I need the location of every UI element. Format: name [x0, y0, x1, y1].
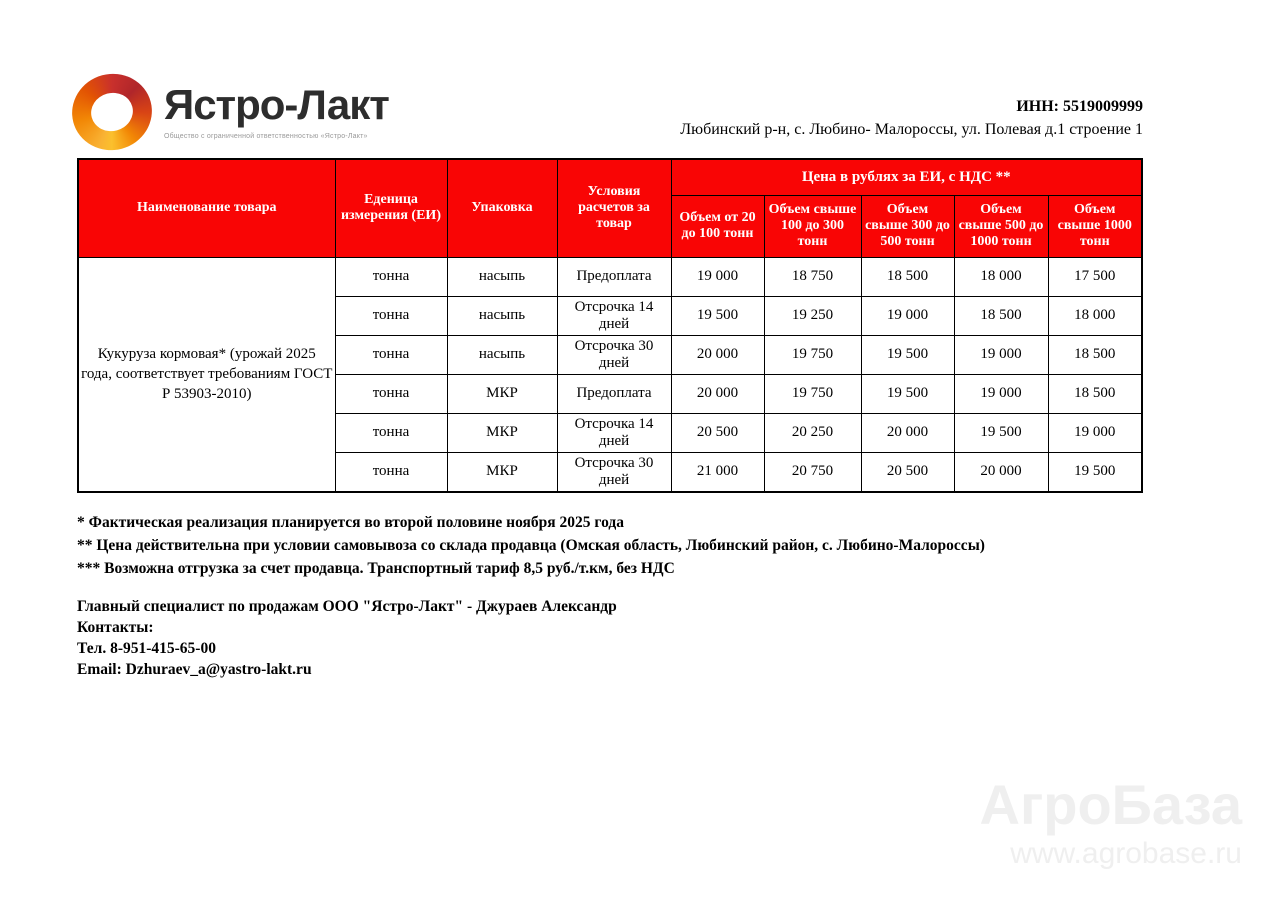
- price-cell: 18 000: [954, 257, 1048, 296]
- payment-terms-cell: Отсрочка 30 дней: [557, 452, 671, 492]
- logo-swirl-icon: [64, 65, 161, 159]
- contacts-block: [77, 596, 617, 680]
- table-row: [78, 257, 1142, 296]
- price-cell: 18 500: [1048, 335, 1142, 374]
- price-cell: 19 500: [861, 374, 954, 413]
- price-table: [77, 158, 1143, 493]
- col-header-product: Наименование товара: [78, 159, 335, 257]
- price-cell: 19 500: [954, 413, 1048, 452]
- brand-name: Ястро-Лакт: [164, 81, 389, 128]
- payment-terms-cell: Отсрочка 14 дней: [557, 296, 671, 335]
- price-cell: 19 500: [671, 296, 764, 335]
- col-header-packaging: Упаковка: [447, 159, 557, 257]
- col-header-volume-300-500: Объем свыше 300 до 500 тонн: [861, 195, 954, 257]
- price-cell: 18 500: [954, 296, 1048, 335]
- payment-terms-cell: Отсрочка 14 дней: [557, 413, 671, 452]
- brand-block: [164, 74, 389, 140]
- col-header-volume-100-300: Объем свыше 100 до 300 тонн: [764, 195, 861, 257]
- address-line: Любинский р-н, с. Любино- Малороссы, ул. Полевая д.1 строение 1: [680, 121, 1143, 138]
- packaging-cell: насыпь: [447, 296, 557, 335]
- col-header-volume-20-100: Объем от 20 до 100 тонн: [671, 195, 764, 257]
- price-cell: 20 500: [861, 452, 954, 492]
- payment-terms-cell: Отсрочка 30 дней: [557, 335, 671, 374]
- footnote-realization: * Фактическая реализация планируется во второй половине ноября 2025 года: [77, 514, 624, 531]
- payment-terms-cell: Предоплата: [557, 257, 671, 296]
- packaging-cell: насыпь: [447, 257, 557, 296]
- col-header-price-group: Цена в рублях за ЕИ, с НДС **: [671, 159, 1142, 195]
- col-header-volume-1000: Объем свыше 1000 тонн: [1048, 195, 1142, 257]
- phone-line: Тел. 8-951-415-65-00: [77, 640, 216, 657]
- footnote-pickup-terms: ** Цена действительна при условии самовывоза со склада продавца (Омская область, Любинский район, с. Любино-Малороссы): [77, 537, 985, 554]
- price-cell: 18 750: [764, 257, 861, 296]
- contacts-label: Контакты:: [77, 619, 154, 636]
- watermark-title: АгроБаза: [979, 773, 1242, 836]
- packaging-cell: насыпь: [447, 335, 557, 374]
- price-cell: 19 000: [671, 257, 764, 296]
- price-cell: 20 000: [861, 413, 954, 452]
- price-cell: 20 500: [671, 413, 764, 452]
- price-cell: 20 750: [764, 452, 861, 492]
- price-cell: 20 000: [671, 335, 764, 374]
- agrobase-watermark: [979, 773, 1243, 870]
- price-cell: 18 500: [861, 257, 954, 296]
- payment-terms-cell: Предоплата: [557, 374, 671, 413]
- unit-cell: тонна: [335, 452, 447, 492]
- price-cell: 19 750: [764, 374, 861, 413]
- price-cell: 19 000: [861, 296, 954, 335]
- col-header-payment-terms: Условия расчетов за товар: [557, 159, 671, 257]
- price-cell: 19 500: [861, 335, 954, 374]
- unit-cell: тонна: [335, 257, 447, 296]
- price-cell: 19 000: [954, 335, 1048, 374]
- inn-line: ИНН: 5519009999: [1016, 98, 1143, 115]
- table-header-row-top: [78, 159, 1142, 195]
- price-cell: 19 250: [764, 296, 861, 335]
- price-cell: 18 000: [1048, 296, 1142, 335]
- email-line: Email: Dzhuraev_a@yastro-lakt.ru: [77, 661, 312, 678]
- price-cell: 19 000: [954, 374, 1048, 413]
- price-cell: 17 500: [1048, 257, 1142, 296]
- unit-cell: тонна: [335, 374, 447, 413]
- col-header-volume-500-1000: Объем свыше 500 до 1000 тонн: [954, 195, 1048, 257]
- brand-subtitle: Общество с ограниченной ответственностью «Ястро-Лакт»: [164, 133, 368, 140]
- unit-cell: тонна: [335, 413, 447, 452]
- price-cell: 19 750: [764, 335, 861, 374]
- company-requisites: [680, 95, 1143, 141]
- watermark-url: www.agrobase.ru: [1010, 836, 1242, 870]
- packaging-cell: МКР: [447, 452, 557, 492]
- price-cell: 21 000: [671, 452, 764, 492]
- unit-cell: тонна: [335, 335, 447, 374]
- product-name-cell: Кукуруза кормовая* (урожай 2025 года, соответствует требованиям ГОСТ Р 53903-2010): [78, 257, 335, 492]
- footnote-shipping-tariff: *** Возможна отгрузка за счет продавца. Транспортный тариф 8,5 руб./т.км, без НДС: [77, 560, 675, 577]
- footnotes: [77, 511, 985, 580]
- packaging-cell: МКР: [447, 374, 557, 413]
- sales-manager-line: Главный специалист по продажам ООО "Ястро-Лакт" - Джураев Александр: [77, 598, 617, 615]
- company-logo: [72, 74, 389, 150]
- unit-cell: тонна: [335, 296, 447, 335]
- price-cell: 20 250: [764, 413, 861, 452]
- price-cell: 20 000: [671, 374, 764, 413]
- price-cell: 19 500: [1048, 452, 1142, 492]
- price-cell: 18 500: [1048, 374, 1142, 413]
- packaging-cell: МКР: [447, 413, 557, 452]
- col-header-unit: Еденица измерения (ЕИ): [335, 159, 447, 257]
- price-cell: 19 000: [1048, 413, 1142, 452]
- price-cell: 20 000: [954, 452, 1048, 492]
